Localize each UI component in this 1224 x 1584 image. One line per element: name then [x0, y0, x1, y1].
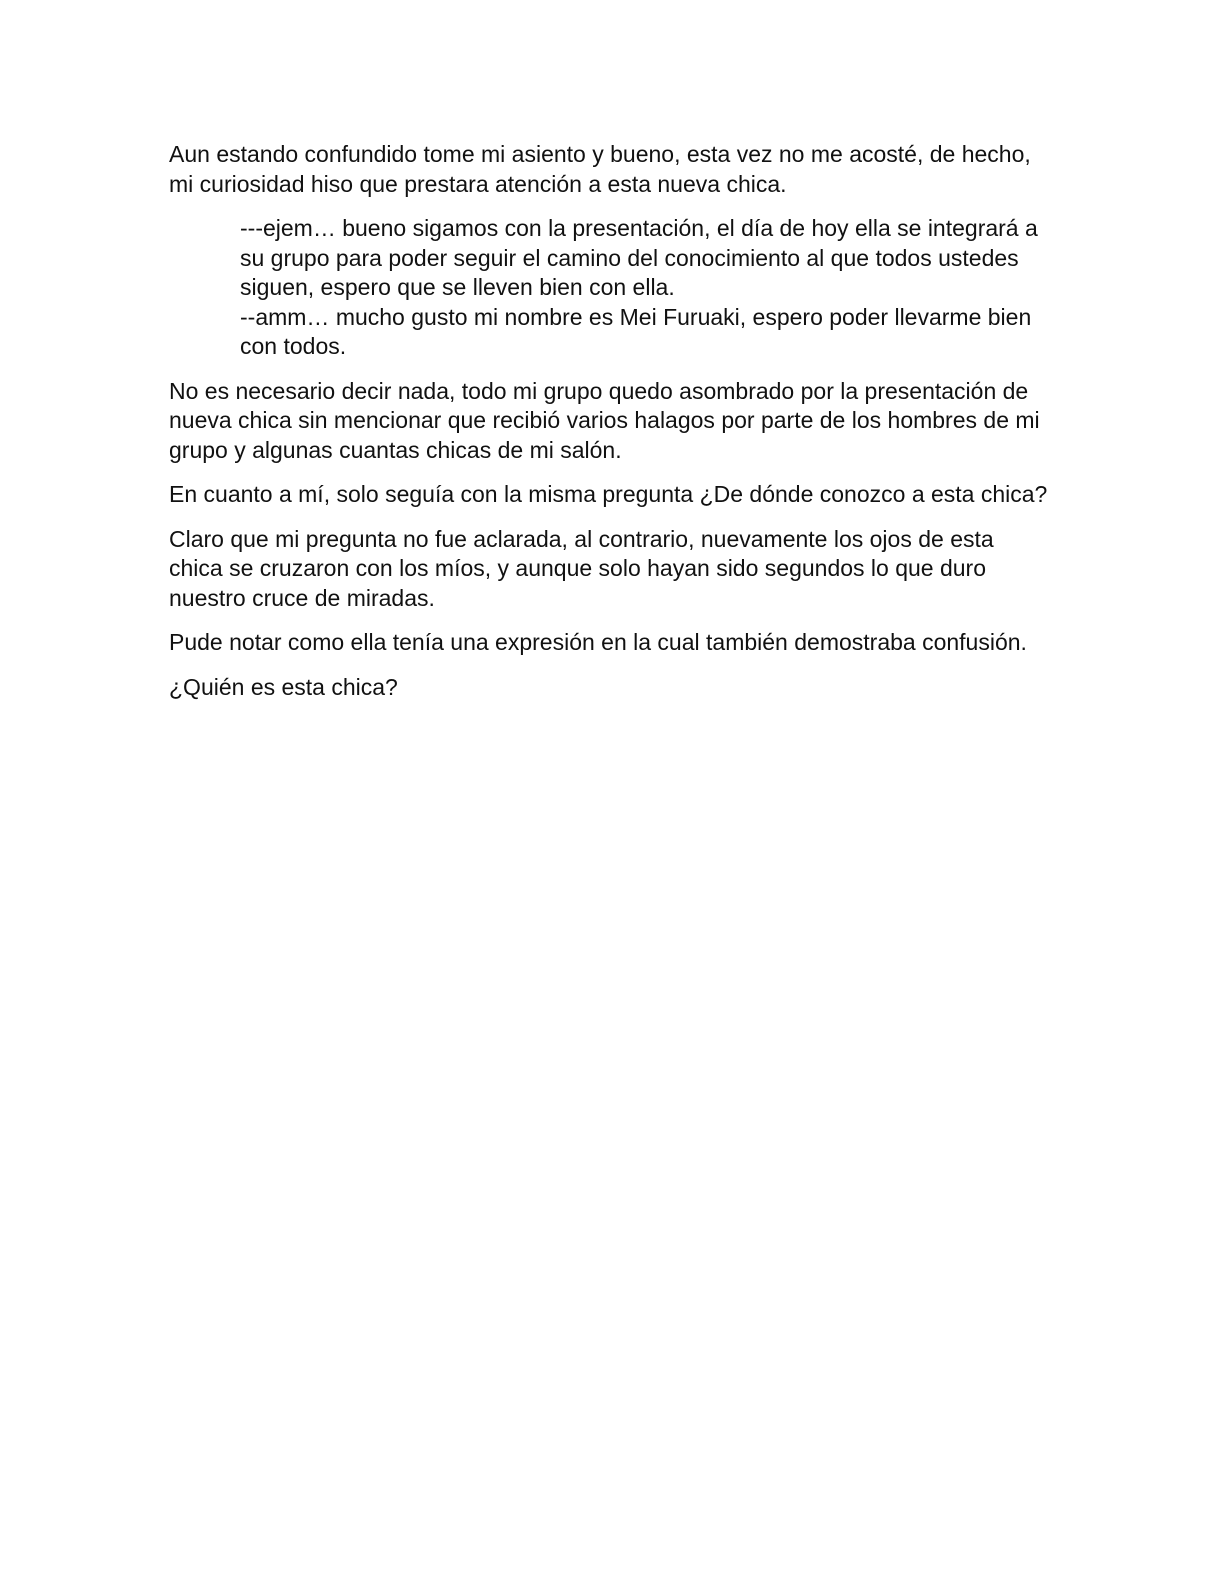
document-body — [169, 140, 1049, 717]
paragraph-2: No es necesario decir nada, todo mi grupo quedo asombrado por la presentación de nueva chica sin mencionar que recibió varios halagos por parte de los hombres de mi grupo y algunas cuantas chicas de mi salón. — [169, 377, 1040, 463]
dialogue-line-2: --amm… mucho gusto mi nombre es Mei Furuaki, espero poder llevarme bien con todos. — [240, 303, 1032, 359]
dialogue-line-1: ---ejem… bueno sigamos con la presentación, el día de hoy ella se integrará a su grupo para poder seguir el camino del conocimiento al que todos ustedes siguen, espero que se lleven bien con ella. — [240, 215, 1038, 300]
paragraph-6: ¿Quién es esta chica? — [169, 673, 398, 700]
paragraph-4: Claro que mi pregunta no fue aclarada, al contrario, nuevamente los ojos de esta chica se cruzaron con los míos, y aunque solo hayan sido segundos lo que duro nuestro cruce de miradas. — [169, 525, 994, 611]
paragraph-5: Pude notar como ella tenía una expresión en la cual también demostraba confusión. — [169, 629, 1027, 655]
paragraph-1: Aun estando confundido tome mi asiento y bueno, esta vez no me acosté, de hecho, mi curiosidad hiso que prestara atención a esta nueva chica. — [169, 141, 1031, 197]
dialogue-block — [240, 214, 1049, 362]
paragraph-3: En cuanto a mí, solo seguía con la misma pregunta ¿De dónde conozco a esta chica? — [169, 481, 1048, 507]
